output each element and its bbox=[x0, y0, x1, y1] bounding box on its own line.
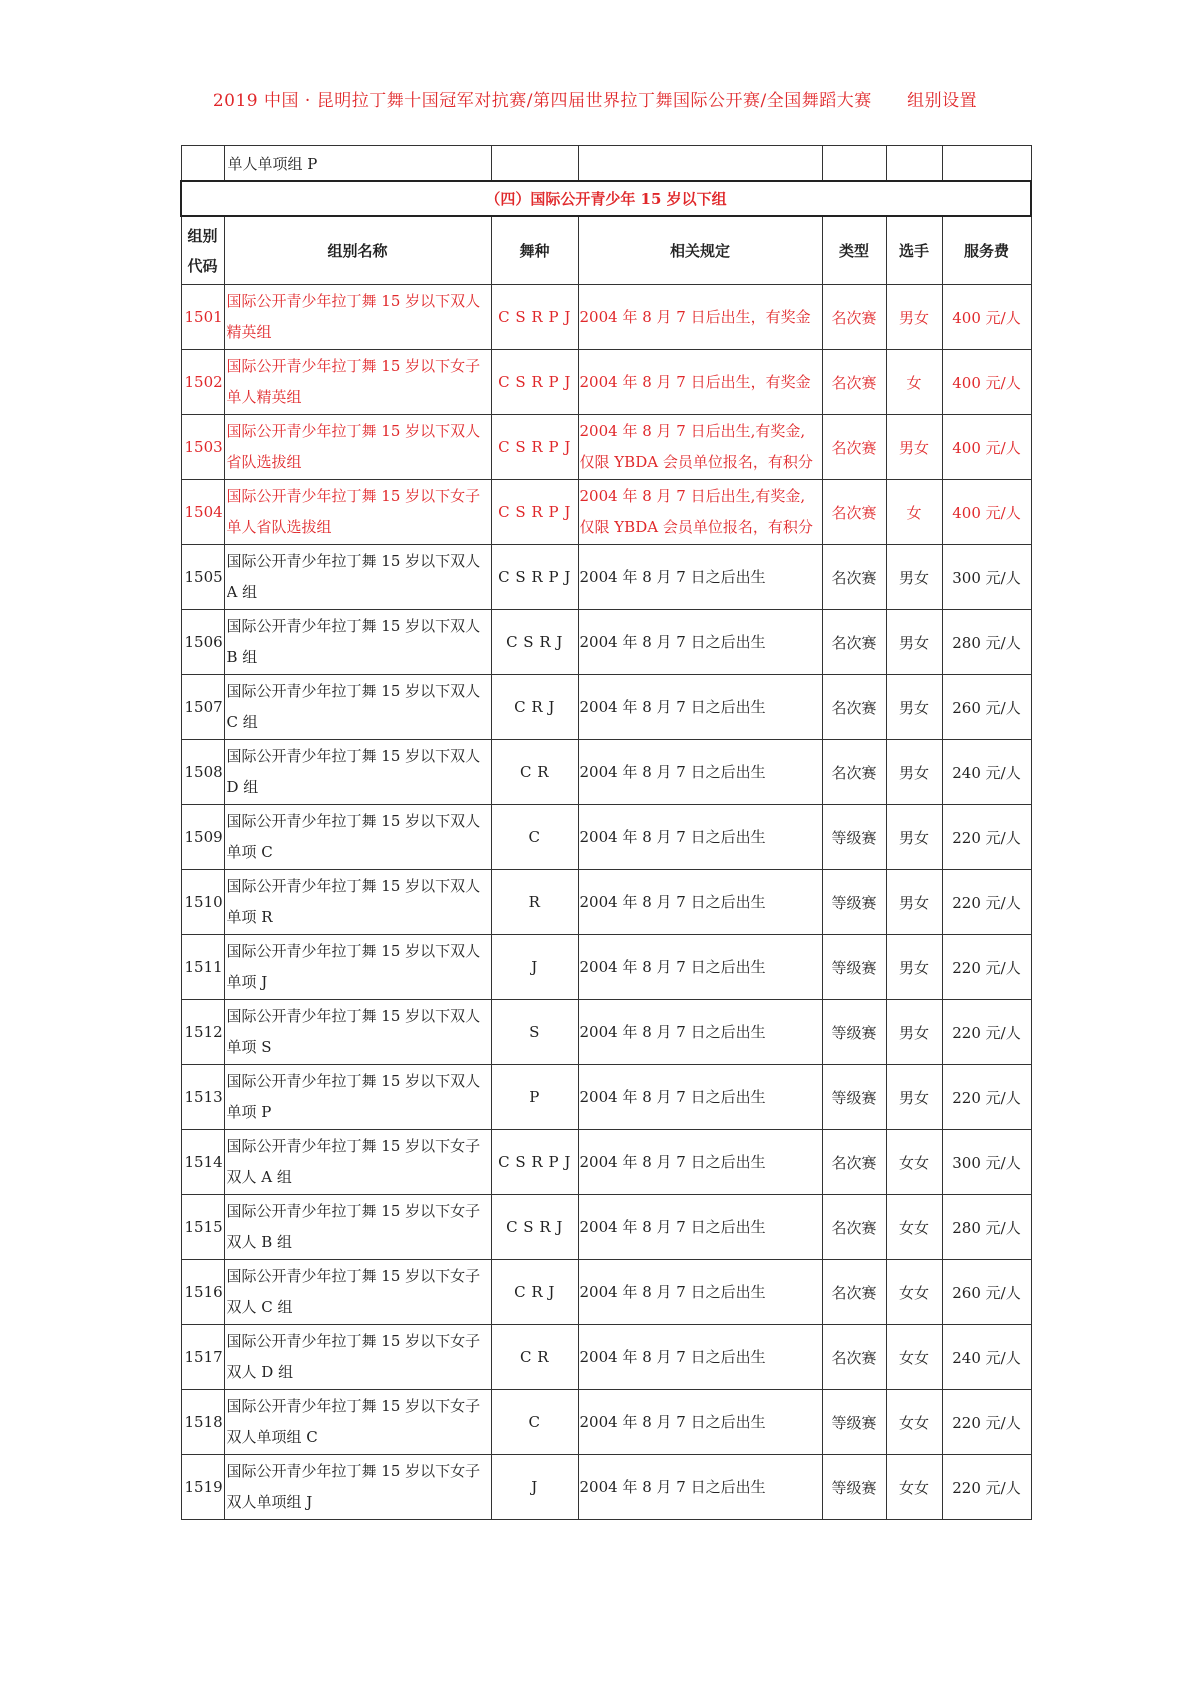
player-cell: 男女 bbox=[886, 935, 942, 1000]
player-cell: 女 bbox=[886, 480, 942, 545]
rule-line1: 2004 年 8 月 7 日之后出生 bbox=[579, 567, 766, 586]
group-name-line2: 单项 C bbox=[226, 843, 273, 861]
group-name-line2: 精英组 bbox=[226, 323, 272, 341]
table-row bbox=[181, 675, 1031, 740]
player-cell: 男女 bbox=[886, 545, 942, 610]
group-code-cell: 1513 bbox=[181, 1065, 224, 1130]
fee-cell: 400 元/人 bbox=[942, 285, 1031, 350]
dance-cell: S bbox=[491, 1000, 578, 1065]
fee-cell: 400 元/人 bbox=[942, 480, 1031, 545]
table-row bbox=[181, 805, 1031, 870]
group-name-line1: 国际公开青少年拉丁舞 15 岁以下女子 bbox=[226, 1267, 481, 1285]
fee-cell: 220 元/人 bbox=[942, 935, 1031, 1000]
table-header-row bbox=[181, 216, 1031, 285]
group-code-cell: 1504 bbox=[181, 480, 224, 545]
group-code-cell: 1510 bbox=[181, 870, 224, 935]
group-name-cell bbox=[224, 1390, 491, 1455]
group-name-cell bbox=[224, 610, 491, 675]
fee-cell: 260 元/人 bbox=[942, 675, 1031, 740]
group-name-cell bbox=[224, 350, 491, 415]
group-name-line2: 单项 S bbox=[226, 1038, 272, 1056]
group-name-cell bbox=[224, 285, 491, 350]
header-dance: 舞种 bbox=[491, 216, 578, 285]
type-cell: 等级赛 bbox=[822, 1390, 886, 1455]
group-name-cell bbox=[224, 480, 491, 545]
continued-dance-cell bbox=[491, 146, 578, 182]
group-code-cell: 1506 bbox=[181, 610, 224, 675]
dance-cell: C S R P J bbox=[491, 1130, 578, 1195]
rule-line1: 2004 年 8 月 7 日之后出生 bbox=[579, 632, 766, 651]
group-name-line1: 国际公开青少年拉丁舞 15 岁以下女子 bbox=[226, 1332, 481, 1350]
type-cell: 等级赛 bbox=[822, 870, 886, 935]
group-name-line1: 国际公开青少年拉丁舞 15 岁以下双人 bbox=[226, 1007, 481, 1025]
group-name-line1: 国际公开青少年拉丁舞 15 岁以下双人 bbox=[226, 682, 481, 700]
table-row bbox=[181, 480, 1031, 545]
dance-cell: R bbox=[491, 870, 578, 935]
player-cell: 男女 bbox=[886, 740, 942, 805]
group-code-cell: 1517 bbox=[181, 1325, 224, 1390]
dance-cell: C R J bbox=[491, 1260, 578, 1325]
type-cell: 名次赛 bbox=[822, 415, 886, 480]
rule-cell bbox=[578, 415, 822, 480]
group-name-line1: 国际公开青少年拉丁舞 15 岁以下女子 bbox=[226, 1202, 481, 1220]
section-heading-row bbox=[181, 181, 1031, 216]
group-name-cell bbox=[224, 1000, 491, 1065]
type-cell: 名次赛 bbox=[822, 675, 886, 740]
rule-line1: 2004 年 8 月 7 日之后出生 bbox=[579, 1087, 766, 1106]
group-name-line2: 双人 C 组 bbox=[226, 1298, 293, 1316]
group-name-line2: 双人 D 组 bbox=[226, 1363, 294, 1381]
player-cell: 男女 bbox=[886, 415, 942, 480]
group-name-line2: 单项 P bbox=[226, 1103, 272, 1121]
group-name-cell bbox=[224, 805, 491, 870]
rule-cell bbox=[578, 610, 822, 675]
page-title: 2019 中国 · 昆明拉丁舞十国冠军对抗赛/第四届世界拉丁舞国际公开赛/全国舞蹈大赛 组别设置 bbox=[212, 91, 978, 111]
continued-rule-cell bbox=[578, 146, 822, 182]
header-type: 类型 bbox=[822, 216, 886, 285]
type-cell: 名次赛 bbox=[822, 350, 886, 415]
group-name-line2: 双人单项组 C bbox=[226, 1428, 318, 1446]
group-name-line1: 国际公开青少年拉丁舞 15 岁以下双人 bbox=[226, 292, 481, 310]
rule-line1: 2004 年 8 月 7 日之后出生 bbox=[579, 1022, 766, 1041]
group-name-line2: 单项 R bbox=[226, 908, 273, 926]
player-cell: 男女 bbox=[886, 285, 942, 350]
group-name-line1: 国际公开青少年拉丁舞 15 岁以下女子 bbox=[226, 1137, 481, 1155]
continued-name-cell: 单人单项组 P bbox=[224, 146, 491, 182]
dance-cell: C S R J bbox=[491, 1195, 578, 1260]
rule-line2: 仅限 YBDA 会员单位报名，有积分 bbox=[579, 518, 813, 536]
group-name-line2: 双人 B 组 bbox=[226, 1233, 293, 1251]
group-code-cell: 1518 bbox=[181, 1390, 224, 1455]
player-cell: 女女 bbox=[886, 1390, 942, 1455]
player-cell: 女女 bbox=[886, 1195, 942, 1260]
rule-cell bbox=[578, 1065, 822, 1130]
group-name-cell bbox=[224, 1195, 491, 1260]
group-code-cell: 1516 bbox=[181, 1260, 224, 1325]
dance-cell: C R bbox=[491, 1325, 578, 1390]
player-cell: 女女 bbox=[886, 1455, 942, 1520]
group-code-cell: 1509 bbox=[181, 805, 224, 870]
group-name-line2: 省队选拔组 bbox=[226, 453, 302, 471]
type-cell: 名次赛 bbox=[822, 480, 886, 545]
type-cell: 名次赛 bbox=[822, 1130, 886, 1195]
group-name-line1: 国际公开青少年拉丁舞 15 岁以下双人 bbox=[226, 747, 481, 765]
type-cell: 名次赛 bbox=[822, 740, 886, 805]
rule-cell bbox=[578, 740, 822, 805]
group-code-cell: 1502 bbox=[181, 350, 224, 415]
group-name-line2: 单人精英组 bbox=[226, 388, 302, 406]
rule-line1: 2004 年 8 月 7 日之后出生 bbox=[579, 1412, 766, 1431]
type-cell: 名次赛 bbox=[822, 1325, 886, 1390]
rule-cell bbox=[578, 870, 822, 935]
rule-cell bbox=[578, 545, 822, 610]
group-table bbox=[180, 145, 1032, 1520]
rule-cell bbox=[578, 480, 822, 545]
continued-player-cell bbox=[886, 146, 942, 182]
continued-type-cell bbox=[822, 146, 886, 182]
type-cell: 等级赛 bbox=[822, 805, 886, 870]
rule-line1: 2004 年 8 月 7 日后出生,有奖金, bbox=[579, 487, 806, 505]
dance-cell: C S R J bbox=[491, 610, 578, 675]
header-code-line1: 组别 bbox=[187, 226, 218, 245]
group-name-cell bbox=[224, 740, 491, 805]
player-cell: 女女 bbox=[886, 1130, 942, 1195]
header-fee: 服务费 bbox=[942, 216, 1031, 285]
group-name-line2: D 组 bbox=[226, 778, 259, 796]
table-row bbox=[181, 1325, 1031, 1390]
rule-line2: 仅限 YBDA 会员单位报名，有积分 bbox=[579, 453, 813, 471]
rule-cell bbox=[578, 350, 822, 415]
group-name-cell bbox=[224, 415, 491, 480]
dance-cell: C S R P J bbox=[491, 285, 578, 350]
player-cell: 男女 bbox=[886, 1065, 942, 1130]
dance-cell: C S R P J bbox=[491, 480, 578, 545]
type-cell: 名次赛 bbox=[822, 545, 886, 610]
group-name-line1: 国际公开青少年拉丁舞 15 岁以下女子 bbox=[226, 357, 481, 375]
type-cell: 名次赛 bbox=[822, 610, 886, 675]
rule-cell bbox=[578, 1455, 822, 1520]
type-cell: 等级赛 bbox=[822, 1000, 886, 1065]
rule-cell bbox=[578, 935, 822, 1000]
rule-line1: 2004 年 8 月 7 日之后出生 bbox=[579, 762, 766, 781]
rule-line1: 2004 年 8 月 7 日之后出生 bbox=[579, 1347, 766, 1366]
table-row bbox=[181, 350, 1031, 415]
fee-cell: 280 元/人 bbox=[942, 610, 1031, 675]
group-code-cell: 1515 bbox=[181, 1195, 224, 1260]
player-cell: 男女 bbox=[886, 870, 942, 935]
table-row bbox=[181, 545, 1031, 610]
rule-cell bbox=[578, 1390, 822, 1455]
group-name-cell bbox=[224, 935, 491, 1000]
dance-cell: C R J bbox=[491, 675, 578, 740]
rule-line1: 2004 年 8 月 7 日后出生，有奖金 bbox=[579, 372, 811, 391]
group-name-line2: C 组 bbox=[226, 713, 258, 731]
player-cell: 女女 bbox=[886, 1325, 942, 1390]
group-name-cell bbox=[224, 870, 491, 935]
header-rule: 相关规定 bbox=[578, 216, 822, 285]
type-cell: 名次赛 bbox=[822, 285, 886, 350]
rule-cell bbox=[578, 1130, 822, 1195]
header-code-line2: 代码 bbox=[187, 256, 218, 275]
fee-cell: 280 元/人 bbox=[942, 1195, 1031, 1260]
header-player: 选手 bbox=[886, 216, 942, 285]
group-name-line1: 国际公开青少年拉丁舞 15 岁以下双人 bbox=[226, 422, 481, 440]
table-row bbox=[181, 1065, 1031, 1130]
fee-cell: 220 元/人 bbox=[942, 1455, 1031, 1520]
table-row bbox=[181, 1195, 1031, 1260]
group-name-line1: 国际公开青少年拉丁舞 15 岁以下女子 bbox=[226, 1462, 481, 1480]
player-cell: 女 bbox=[886, 350, 942, 415]
fee-cell: 220 元/人 bbox=[942, 1065, 1031, 1130]
rule-line1: 2004 年 8 月 7 日之后出生 bbox=[579, 1152, 766, 1171]
dance-cell: P bbox=[491, 1065, 578, 1130]
rule-line1: 2004 年 8 月 7 日后出生，有奖金 bbox=[579, 307, 811, 326]
rule-line1: 2004 年 8 月 7 日之后出生 bbox=[579, 1282, 766, 1301]
fee-cell: 220 元/人 bbox=[942, 805, 1031, 870]
player-cell: 男女 bbox=[886, 610, 942, 675]
header-name: 组别名称 bbox=[224, 216, 491, 285]
group-name-cell bbox=[224, 545, 491, 610]
group-code-cell: 1519 bbox=[181, 1455, 224, 1520]
group-name-line2: 双人单项组 J bbox=[226, 1493, 313, 1511]
group-name-line1: 国际公开青少年拉丁舞 15 岁以下双人 bbox=[226, 1072, 481, 1090]
table-row bbox=[181, 1455, 1031, 1520]
rule-cell bbox=[578, 1260, 822, 1325]
rule-line1: 2004 年 8 月 7 日之后出生 bbox=[579, 1217, 766, 1236]
group-name-line1: 国际公开青少年拉丁舞 15 岁以下双人 bbox=[226, 942, 481, 960]
continued-code-cell bbox=[181, 146, 224, 182]
dance-cell: C S R P J bbox=[491, 415, 578, 480]
rule-line1: 2004 年 8 月 7 日之后出生 bbox=[579, 827, 766, 846]
table-row bbox=[181, 1130, 1031, 1195]
continued-row bbox=[181, 146, 1031, 182]
rule-line1: 2004 年 8 月 7 日之后出生 bbox=[579, 892, 766, 911]
group-code-cell: 1505 bbox=[181, 545, 224, 610]
fee-cell: 220 元/人 bbox=[942, 1390, 1031, 1455]
rule-cell bbox=[578, 1325, 822, 1390]
dance-cell: C R bbox=[491, 740, 578, 805]
group-name-cell bbox=[224, 1130, 491, 1195]
group-code-cell: 1512 bbox=[181, 1000, 224, 1065]
rule-cell bbox=[578, 805, 822, 870]
player-cell: 男女 bbox=[886, 805, 942, 870]
dance-cell: J bbox=[491, 1455, 578, 1520]
dance-cell: C S R P J bbox=[491, 350, 578, 415]
group-name-cell bbox=[224, 675, 491, 740]
rule-line1: 2004 年 8 月 7 日后出生,有奖金, bbox=[579, 422, 806, 440]
group-name-cell bbox=[224, 1325, 491, 1390]
type-cell: 等级赛 bbox=[822, 1455, 886, 1520]
rule-line1: 2004 年 8 月 7 日之后出生 bbox=[579, 957, 766, 976]
fee-cell: 220 元/人 bbox=[942, 870, 1031, 935]
player-cell: 男女 bbox=[886, 1000, 942, 1065]
rule-line1: 2004 年 8 月 7 日之后出生 bbox=[579, 697, 766, 716]
group-code-cell: 1511 bbox=[181, 935, 224, 1000]
group-name-line2: 双人 A 组 bbox=[226, 1168, 292, 1186]
dance-cell: J bbox=[491, 935, 578, 1000]
section-title: （四）国际公开青少年 15 岁以下组 bbox=[181, 181, 1031, 216]
type-cell: 名次赛 bbox=[822, 1260, 886, 1325]
table-row bbox=[181, 1390, 1031, 1455]
group-name-line2: A 组 bbox=[226, 583, 258, 601]
group-name-cell bbox=[224, 1260, 491, 1325]
group-name-cell bbox=[224, 1065, 491, 1130]
group-name-line2: 单项 J bbox=[226, 973, 268, 991]
group-code-cell: 1503 bbox=[181, 415, 224, 480]
player-cell: 女女 bbox=[886, 1260, 942, 1325]
rule-line1: 2004 年 8 月 7 日之后出生 bbox=[579, 1477, 766, 1496]
table-row bbox=[181, 285, 1031, 350]
table-row bbox=[181, 870, 1031, 935]
group-code-cell: 1508 bbox=[181, 740, 224, 805]
rule-cell bbox=[578, 1195, 822, 1260]
table-row bbox=[181, 1000, 1031, 1065]
group-name-line1: 国际公开青少年拉丁舞 15 岁以下女子 bbox=[226, 487, 481, 505]
dance-cell: C bbox=[491, 805, 578, 870]
fee-cell: 240 元/人 bbox=[942, 1325, 1031, 1390]
table-row bbox=[181, 1260, 1031, 1325]
rule-cell bbox=[578, 1000, 822, 1065]
group-code-cell: 1514 bbox=[181, 1130, 224, 1195]
group-name-line2: 单人省队选拔组 bbox=[226, 518, 332, 536]
rule-cell bbox=[578, 675, 822, 740]
fee-cell: 260 元/人 bbox=[942, 1260, 1031, 1325]
header-code bbox=[181, 216, 224, 285]
fee-cell: 300 元/人 bbox=[942, 1130, 1031, 1195]
player-cell: 男女 bbox=[886, 675, 942, 740]
group-code-cell: 1507 bbox=[181, 675, 224, 740]
continued-fee-cell bbox=[942, 146, 1031, 182]
group-name-line2: B 组 bbox=[226, 648, 258, 666]
table-row bbox=[181, 935, 1031, 1000]
rule-cell bbox=[578, 285, 822, 350]
dance-cell: C bbox=[491, 1390, 578, 1455]
group-name-line1: 国际公开青少年拉丁舞 15 岁以下女子 bbox=[226, 1397, 481, 1415]
type-cell: 名次赛 bbox=[822, 1195, 886, 1260]
fee-cell: 400 元/人 bbox=[942, 415, 1031, 480]
dance-cell: C S R P J bbox=[491, 545, 578, 610]
fee-cell: 300 元/人 bbox=[942, 545, 1031, 610]
group-name-line1: 国际公开青少年拉丁舞 15 岁以下双人 bbox=[226, 617, 481, 635]
fee-cell: 220 元/人 bbox=[942, 1000, 1031, 1065]
fee-cell: 240 元/人 bbox=[942, 740, 1031, 805]
table-row bbox=[181, 740, 1031, 805]
type-cell: 等级赛 bbox=[822, 935, 886, 1000]
group-name-line1: 国际公开青少年拉丁舞 15 岁以下双人 bbox=[226, 812, 481, 830]
group-name-line1: 国际公开青少年拉丁舞 15 岁以下双人 bbox=[226, 552, 481, 570]
group-name-cell bbox=[224, 1455, 491, 1520]
group-name-line1: 国际公开青少年拉丁舞 15 岁以下双人 bbox=[226, 877, 481, 895]
type-cell: 等级赛 bbox=[822, 1065, 886, 1130]
group-code-cell: 1501 bbox=[181, 285, 224, 350]
table-row bbox=[181, 415, 1031, 480]
table-row bbox=[181, 610, 1031, 675]
fee-cell: 400 元/人 bbox=[942, 350, 1031, 415]
